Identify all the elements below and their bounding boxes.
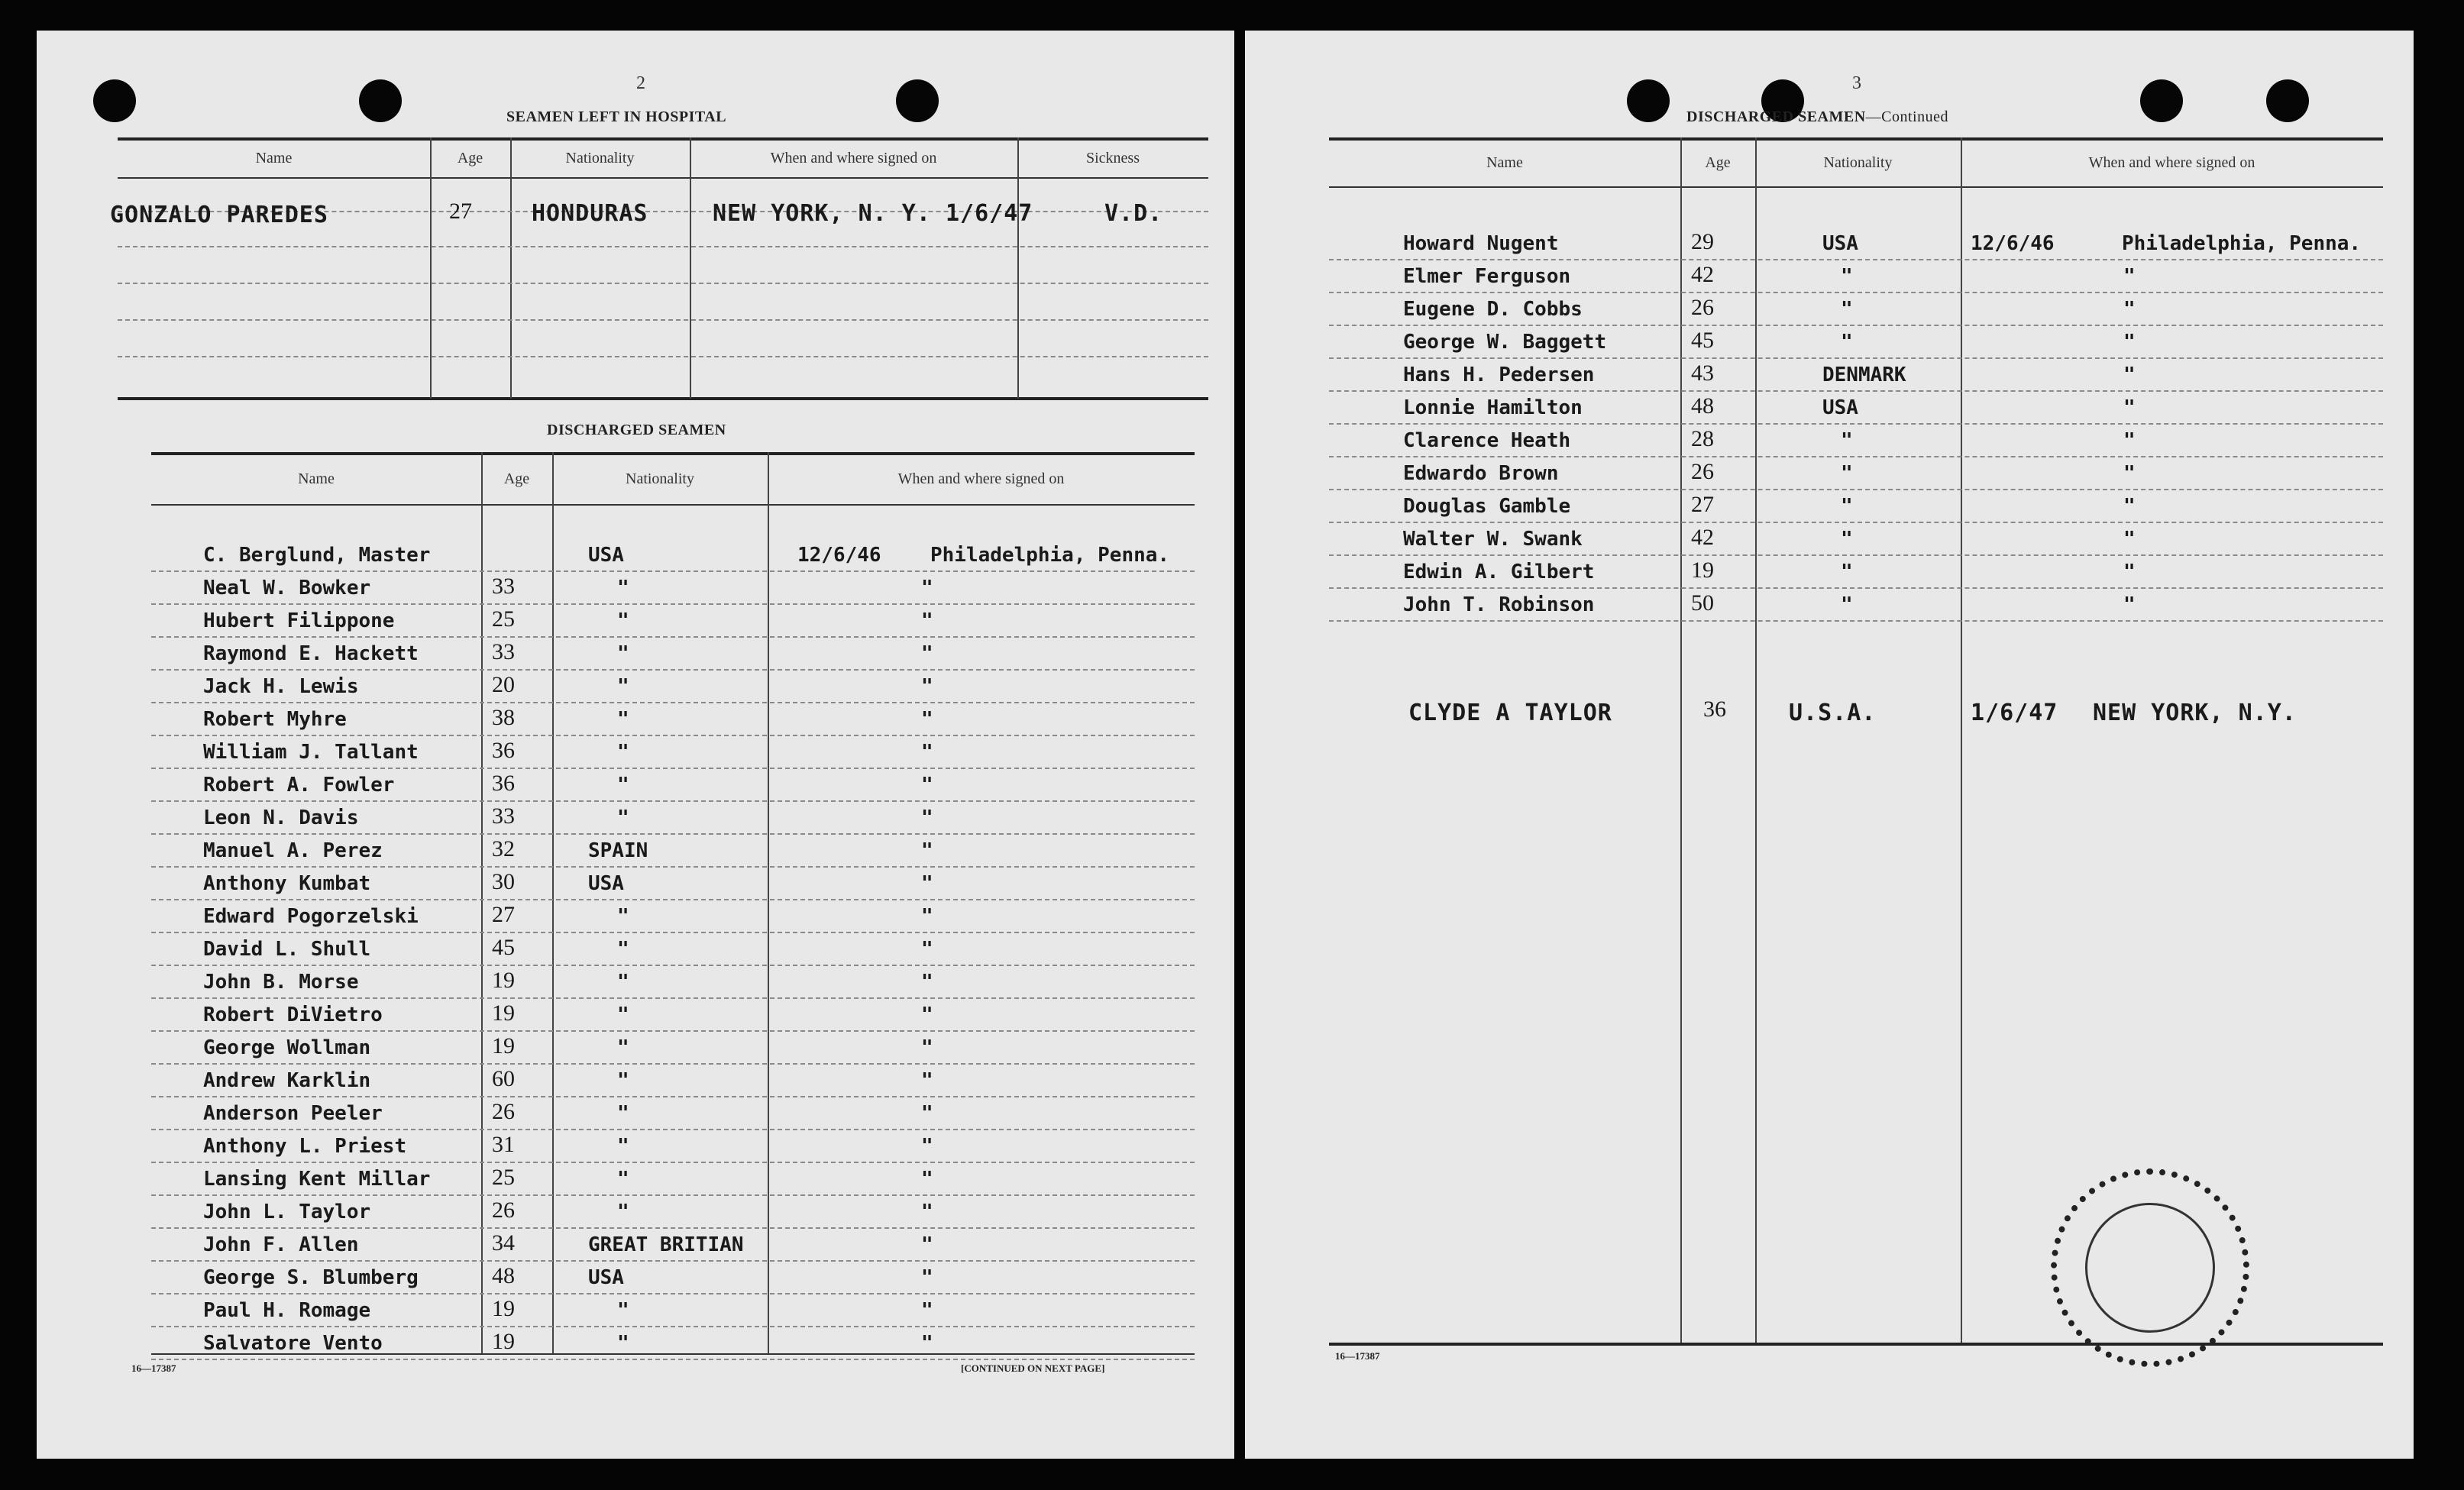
seaman-nationality: USA — [588, 544, 624, 567]
seaman-nationality: " — [617, 1004, 629, 1026]
seaman-age: 33 — [492, 574, 515, 599]
seaman-name: George W. Baggett — [1403, 331, 1607, 354]
extra-place: NEW YORK, N.Y. — [2093, 700, 2297, 726]
ruled-line — [151, 899, 1195, 900]
extra-nationality: U.S.A. — [1789, 700, 1877, 726]
hospital-nationality: HONDURAS — [532, 200, 648, 227]
hospital-signed-on: NEW YORK, N. Y. 1/6/47 — [713, 200, 1033, 227]
seaman-nationality: " — [617, 642, 629, 665]
seaman-signed-place: " — [921, 1102, 933, 1125]
ruled-line — [118, 356, 1208, 357]
seaman-nationality: " — [617, 1036, 629, 1059]
circular-stamp — [2051, 1168, 2249, 1367]
seaman-signed-place: " — [921, 1266, 933, 1289]
seaman-signed-place: " — [921, 708, 933, 731]
seaman-age: 26 — [492, 1099, 515, 1124]
table-rule — [118, 137, 1208, 141]
seaman-signed-place: " — [2123, 364, 2136, 386]
ruled-line — [151, 1162, 1195, 1163]
seaman-name: Robert Myhre — [203, 708, 347, 731]
seaman-name: Jack H. Lewis — [203, 675, 359, 698]
ruled-line — [118, 283, 1208, 284]
seaman-age: 33 — [492, 803, 515, 829]
table-rule — [1329, 137, 2383, 141]
ruled-line — [151, 1096, 1195, 1097]
column-divider — [1961, 137, 1962, 1343]
column-divider — [1680, 137, 1682, 1343]
ruled-line — [151, 965, 1195, 966]
header-name: Name — [1486, 154, 1523, 171]
seaman-nationality: " — [617, 1332, 629, 1355]
seaman-nationality: " — [617, 774, 629, 797]
column-divider — [430, 137, 432, 399]
header-name: Name — [255, 150, 293, 166]
ruled-line — [151, 735, 1195, 736]
ruled-line — [1329, 259, 2383, 260]
ruled-line — [118, 246, 1208, 247]
seaman-age: 36 — [492, 771, 515, 796]
seaman-signed-place: " — [921, 774, 933, 797]
seaman-name: John L. Taylor — [203, 1201, 371, 1223]
seaman-nationality: " — [1841, 331, 1853, 354]
ruled-line — [1329, 554, 2383, 556]
column-divider — [510, 137, 512, 399]
seaman-signed-place: " — [921, 1201, 933, 1223]
seaman-name: C. Berglund, Master — [203, 544, 431, 567]
seaman-nationality: " — [617, 1299, 629, 1322]
section-title — [1686, 108, 1948, 126]
seaman-nationality: " — [617, 938, 629, 961]
ruled-line — [151, 1129, 1195, 1130]
ruled-line — [1329, 456, 2383, 457]
ruled-line — [151, 570, 1195, 572]
seaman-age: 19 — [492, 1000, 515, 1026]
seaman-signed-place: " — [921, 1036, 933, 1059]
punch-hole — [2266, 79, 2309, 122]
seaman-signed-place: " — [921, 806, 933, 829]
seaman-signed-place: " — [921, 642, 933, 665]
table-rule — [151, 504, 1195, 506]
seaman-nationality: USA — [1822, 396, 1858, 419]
header-age: Age — [1705, 154, 1731, 171]
seaman-nationality: " — [1841, 561, 1853, 583]
form-number: 16—17387 — [131, 1362, 176, 1374]
seaman-signed-place: " — [921, 1299, 933, 1322]
seaman-signed-date: 12/6/46 — [1971, 232, 2055, 255]
stamp-inner-ring — [2085, 1203, 2215, 1333]
seaman-age: 19 — [492, 1329, 515, 1354]
ruled-line — [151, 669, 1195, 671]
hospital-section-title: SEAMEN LEFT IN HOSPITAL — [506, 108, 727, 125]
seaman-age: 20 — [492, 672, 515, 697]
seaman-age: 43 — [1691, 360, 1714, 386]
seaman-age: 32 — [492, 836, 515, 861]
extra-name: CLYDE A TAYLOR — [1408, 700, 1612, 726]
seaman-signed-place: " — [921, 905, 933, 928]
ruled-line — [151, 1194, 1195, 1196]
seaman-signed-place: " — [921, 1069, 933, 1092]
seaman-name: Clarence Heath — [1403, 429, 1571, 452]
table-rule — [1329, 186, 2383, 188]
seaman-nationality: " — [1841, 495, 1853, 518]
continued-note: [CONTINUED ON NEXT PAGE] — [961, 1362, 1105, 1374]
extra-age: 36 — [1703, 697, 1726, 722]
header-signed-on: When and where signed on — [2088, 154, 2255, 171]
seaman-age: 25 — [492, 1165, 515, 1190]
seaman-signed-place: " — [921, 1332, 933, 1355]
hospital-age: 27 — [449, 199, 472, 224]
right-page — [1245, 31, 2414, 1459]
ruled-line — [151, 768, 1195, 769]
header-nationality: Nationality — [1823, 154, 1893, 171]
ruled-line — [151, 833, 1195, 835]
seaman-signed-place: " — [2123, 429, 2136, 452]
ruled-line — [151, 866, 1195, 868]
seaman-name: George S. Blumberg — [203, 1266, 419, 1289]
header-sickness: Sickness — [1086, 150, 1140, 166]
seaman-name: John T. Robinson — [1403, 593, 1595, 616]
column-divider — [768, 452, 769, 1353]
seaman-age: 48 — [492, 1263, 515, 1288]
seaman-name: Leon N. Davis — [203, 806, 359, 829]
seaman-age: 25 — [492, 606, 515, 632]
extra-date: 1/6/47 — [1971, 700, 2058, 726]
seaman-age: 60 — [492, 1066, 515, 1091]
seaman-signed-place: " — [2123, 495, 2136, 518]
seaman-signed-place: " — [921, 872, 933, 895]
seaman-name: Robert A. Fowler — [203, 774, 395, 797]
seaman-name: Eugene D. Cobbs — [1403, 298, 1583, 321]
seaman-age: 30 — [492, 869, 515, 894]
seaman-age: 42 — [1691, 262, 1714, 287]
seaman-name: John B. Morse — [203, 971, 359, 994]
seaman-name: Walter W. Swank — [1403, 528, 1583, 551]
seaman-nationality: " — [617, 609, 629, 632]
seaman-name: Edwin A. Gilbert — [1403, 561, 1595, 583]
seaman-nationality: " — [1841, 462, 1853, 485]
seaman-nationality: " — [617, 1168, 629, 1191]
seaman-age: 19 — [492, 1033, 515, 1059]
seaman-nationality: " — [1841, 265, 1853, 288]
hospital-name: GONZALO PAREDES — [110, 202, 328, 228]
header-signed-on: When and where signed on — [770, 150, 937, 166]
ruled-line — [151, 997, 1195, 999]
seaman-age: 31 — [492, 1132, 515, 1157]
seaman-nationality: " — [1841, 593, 1853, 616]
seaman-nationality: " — [617, 1069, 629, 1092]
column-divider — [552, 452, 554, 1353]
seaman-signed-place: " — [921, 609, 933, 632]
seaman-signed-place: " — [2123, 396, 2136, 419]
seaman-age: 27 — [492, 902, 515, 927]
seaman-nationality: " — [1841, 429, 1853, 452]
punch-hole — [359, 79, 402, 122]
seaman-signed-place: " — [921, 971, 933, 994]
ruled-line — [151, 1030, 1195, 1032]
page-number: 2 — [636, 73, 645, 93]
seaman-age: 48 — [1691, 393, 1714, 419]
section-title-main: DISCHARGED SEAMEN — [1686, 108, 1866, 125]
seaman-age: 50 — [1691, 590, 1714, 616]
seaman-name: Douglas Gamble — [1403, 495, 1571, 518]
hospital-sickness: V.D. — [1104, 200, 1163, 227]
ruled-line — [1329, 325, 2383, 326]
seaman-age: 26 — [1691, 459, 1714, 484]
seaman-nationality: USA — [1822, 232, 1858, 255]
seaman-signed-place: " — [2123, 528, 2136, 551]
seaman-signed-place: Philadelphia, Penna. — [930, 544, 1170, 567]
form-number: 16—17387 — [1335, 1350, 1380, 1362]
seaman-age: 26 — [1691, 295, 1714, 320]
seaman-name: Edwardo Brown — [1403, 462, 1559, 485]
seaman-name: George Wollman — [203, 1036, 371, 1059]
seaman-signed-place: " — [921, 1168, 933, 1191]
ruled-line — [151, 1326, 1195, 1327]
seaman-name: Salvatore Vento — [203, 1332, 383, 1355]
seaman-nationality: DENMARK — [1822, 364, 1906, 386]
seaman-nationality: " — [617, 675, 629, 698]
seaman-name: Elmer Ferguson — [1403, 265, 1571, 288]
seaman-signed-place: " — [921, 839, 933, 862]
ruled-line — [151, 603, 1195, 605]
seaman-nationality: GREAT BRITIAN — [588, 1233, 744, 1256]
seaman-age: 29 — [1691, 229, 1714, 254]
ruled-line — [1329, 587, 2383, 589]
seaman-name: Robert DiVietro — [203, 1004, 383, 1026]
seaman-nationality: " — [617, 577, 629, 600]
ruled-line — [151, 800, 1195, 802]
seaman-signed-place: " — [2123, 561, 2136, 583]
seaman-nationality: " — [617, 708, 629, 731]
column-divider — [481, 452, 483, 1353]
header-signed-on: When and where signed on — [897, 470, 1065, 487]
column-divider — [690, 137, 691, 399]
seaman-age: 19 — [1691, 558, 1714, 583]
seaman-nationality: " — [617, 1201, 629, 1223]
column-divider — [1755, 137, 1757, 1343]
seaman-name: Paul H. Romage — [203, 1299, 371, 1322]
punch-hole — [896, 79, 939, 122]
ruled-line — [1329, 390, 2383, 392]
punch-hole — [93, 79, 136, 122]
ruled-line — [1329, 522, 2383, 523]
seaman-nationality: " — [617, 806, 629, 829]
seaman-signed-place: Philadelphia, Penna. — [2122, 232, 2362, 255]
page-number: 3 — [1852, 73, 1861, 93]
seaman-name: Howard Nugent — [1403, 232, 1559, 255]
seaman-nationality: USA — [588, 1266, 624, 1289]
section-title-suffix: —Continued — [1865, 108, 1948, 125]
ruled-line — [151, 1227, 1195, 1229]
seaman-signed-place: " — [921, 938, 933, 961]
seaman-name: Anthony Kumbat — [203, 872, 371, 895]
seaman-age: 45 — [1691, 328, 1714, 353]
left-page — [37, 31, 1234, 1459]
header-nationality: Nationality — [626, 470, 694, 487]
seaman-nationality: " — [617, 971, 629, 994]
seaman-age: 34 — [492, 1230, 515, 1256]
ruled-line — [151, 932, 1195, 933]
seaman-signed-place: " — [921, 675, 933, 698]
seaman-nationality: " — [617, 741, 629, 764]
seaman-age: 33 — [492, 639, 515, 664]
seaman-name: Hans H. Pedersen — [1403, 364, 1595, 386]
ruled-line — [151, 1359, 1195, 1360]
seaman-age: 19 — [492, 968, 515, 993]
seaman-age: 36 — [492, 738, 515, 763]
header-age: Age — [503, 470, 530, 487]
seaman-name: Neal W. Bowker — [203, 577, 371, 600]
seaman-age: 28 — [1691, 426, 1714, 451]
header-name: Name — [298, 470, 335, 487]
column-divider — [1017, 137, 1019, 399]
punch-hole — [2140, 79, 2183, 122]
seaman-signed-place: " — [921, 1233, 933, 1256]
ruled-line — [1329, 292, 2383, 293]
seaman-age: 26 — [492, 1197, 515, 1223]
seaman-signed-place: " — [921, 577, 933, 600]
seaman-signed-place: " — [921, 741, 933, 764]
seaman-name: Anderson Peeler — [203, 1102, 383, 1125]
seaman-name: David L. Shull — [203, 938, 371, 961]
ruled-line — [1329, 357, 2383, 359]
seaman-name: Raymond E. Hackett — [203, 642, 419, 665]
seaman-age: 19 — [492, 1296, 515, 1321]
punch-hole — [1627, 79, 1670, 122]
header-age: Age — [457, 150, 483, 166]
seaman-age: 38 — [492, 705, 515, 730]
seaman-name: John F. Allen — [203, 1233, 359, 1256]
table-rule — [118, 177, 1208, 179]
ruled-line — [151, 636, 1195, 638]
seaman-name: Lonnie Hamilton — [1403, 396, 1583, 419]
seaman-name: Lansing Kent Millar — [203, 1168, 431, 1191]
seaman-nationality: " — [1841, 528, 1853, 551]
ruled-line — [151, 702, 1195, 703]
seaman-name: Edward Pogorzelski — [203, 905, 419, 928]
table-rule — [1329, 1343, 2383, 1346]
table-rule — [118, 397, 1208, 400]
seaman-signed-place: " — [2123, 593, 2136, 616]
seaman-name: William J. Tallant — [203, 741, 419, 764]
seaman-signed-place: " — [2123, 298, 2136, 321]
ruled-line — [151, 1260, 1195, 1262]
seaman-nationality: " — [1841, 298, 1853, 321]
seaman-name: Hubert Filippone — [203, 609, 395, 632]
seaman-signed-place: " — [2123, 462, 2136, 485]
ruled-line — [1329, 423, 2383, 425]
header-nationality: Nationality — [565, 150, 635, 166]
ruled-line — [1329, 620, 2383, 622]
ruled-line — [151, 1063, 1195, 1065]
seaman-signed-place: " — [921, 1135, 933, 1158]
seaman-signed-place: " — [2123, 331, 2136, 354]
seaman-age: 42 — [1691, 525, 1714, 550]
table-rule — [151, 452, 1195, 455]
seaman-name: Andrew Karklin — [203, 1069, 371, 1092]
discharged-section-title: DISCHARGED SEAMEN — [547, 422, 726, 438]
seaman-nationality: " — [617, 905, 629, 928]
seaman-name: Anthony L. Priest — [203, 1135, 407, 1158]
seaman-name: Manuel A. Perez — [203, 839, 383, 862]
seaman-age: 45 — [492, 935, 515, 960]
seaman-nationality: USA — [588, 872, 624, 895]
seaman-signed-date: 12/6/46 — [797, 544, 881, 567]
seaman-signed-place: " — [921, 1004, 933, 1026]
ruled-line — [151, 1293, 1195, 1294]
seaman-nationality: " — [617, 1102, 629, 1125]
ruled-line — [1329, 489, 2383, 490]
seaman-signed-place: " — [2123, 265, 2136, 288]
seaman-age: 27 — [1691, 492, 1714, 517]
ruled-line — [118, 319, 1208, 321]
seaman-nationality: " — [617, 1135, 629, 1158]
seaman-nationality: SPAIN — [588, 839, 648, 862]
